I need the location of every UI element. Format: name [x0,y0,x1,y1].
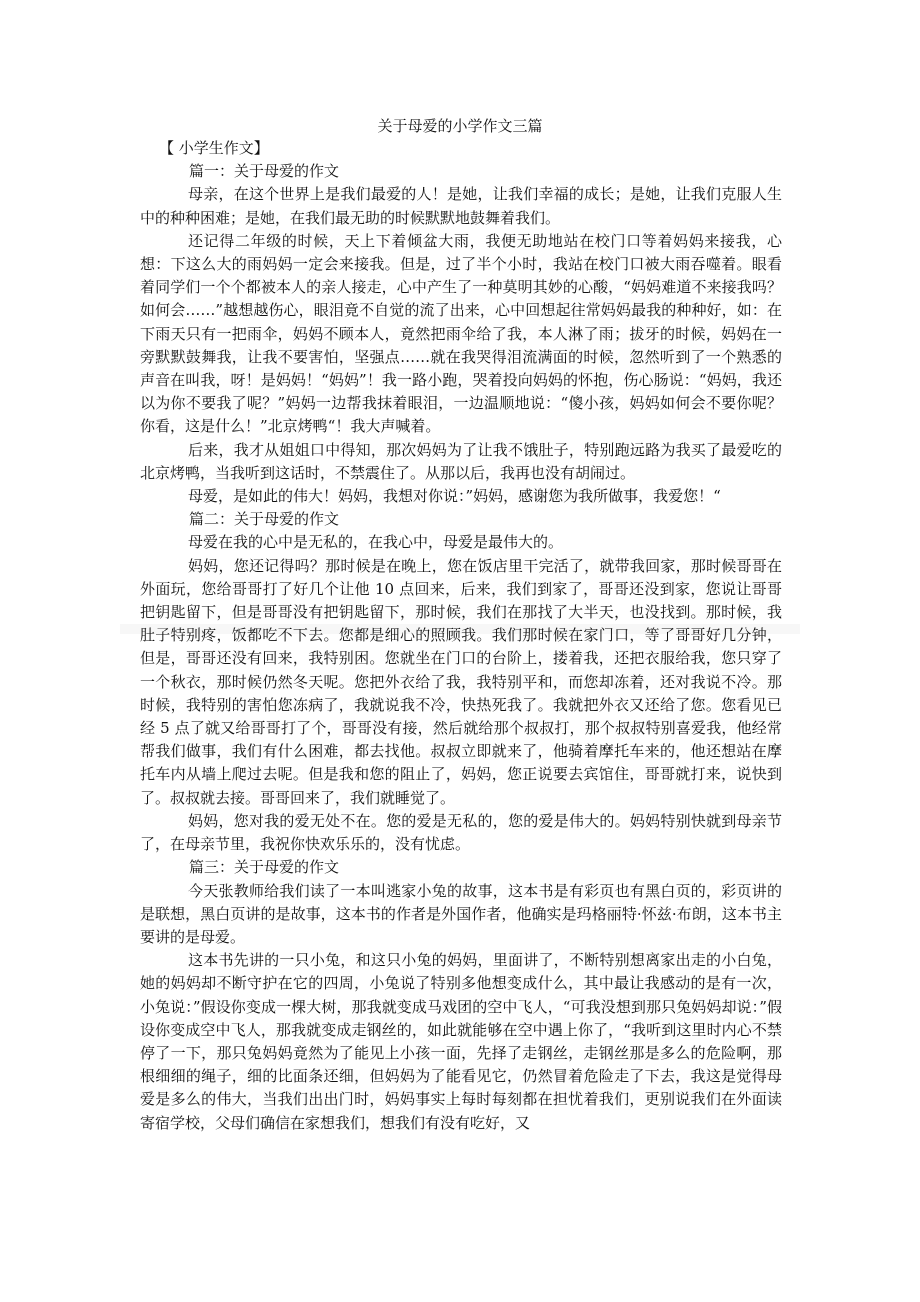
section-1-paragraph-3: 后来，我才从姐姐口中得知，那次妈妈为了让我不饿肚子，特别跑远路为我买了最爱吃的北京烤鸭，当我听到这话时，不禁震住了。从那以后，我再也没有胡闹过。 [140,440,782,482]
section-1-heading: 篇一：关于母爱的作文 [189,162,340,181]
document-body [140,137,782,1135]
section-1-paragraph-1: 母亲，在这个世界上是我们最爱的人！是她，让我们幸福的成长；是她，让我们克服人生中的种种困难；是她，在我们最无助的时候默默地鼓舞着我们。 [140,185,782,227]
document-title: 关于母爱的小学作文三篇 [377,117,543,135]
section-1-paragraph-4: 母爱，是如此的伟大！妈妈，我想对你说：”妈妈，感谢您为我所做事，我爱您！“ [188,487,721,506]
section-2-paragraph-1: 母爱在我的心中是无私的，在我心中，母爱是最伟大的。 [188,533,564,552]
section-2-heading: 篇二：关于母爱的作文 [189,510,340,529]
section-3-heading: 篇三：关于母爱的作文 [189,858,340,877]
section-3-paragraph-2: 这本书先讲的一只小兔，和这只小兔的妈妈，里面讲了，不断特别想离家出走的小白兔，她的妈妈却不断守护在它的四周，小兔说了特别多他想变成什么，其中最让我感动的是有一次，小兔说：”假设你变成一棵大树，那我就变成马戏团的空中飞人，“可我没想到那只兔妈妈却说：”假设你变成空中飞人，那我就变成走钢丝的，如此就能够在空中遇上你了，“我听到这里时内心不禁停了一下，那只兔妈妈竟然为了能见上小孩一面，先择了走钢丝，走钢丝那是多么的危险啊，那根细细的绳子，细的比面条还细，但妈妈为了能看见它，仍然冒着危险走了下去，我这是觉得母爱是多么的伟大，当我们出出门时，妈妈事实上每时每刻都在担忧着我们，更别说我们在外面读寄宿学校，父母们确信在家想我们，想我们有没有吃好，又 [140,951,782,1132]
section-2-paragraph-3: 妈妈，您对我的爱无处不在。您的爱是无私的，您的爱是伟大的。妈妈特别快就到母亲节了，在母亲节里，我祝你快欢乐乐的，没有忧虑。 [140,811,782,854]
section-1-paragraph-2: 还记得二年级的时候，天上下着倾盆大雨，我便无助地站在校门口等着妈妈来接我，心想：下这么大的雨妈妈一定会来接我。但是，过了半个小时，我站在校门口被大雨吞噬着。眼看着同学们一个个都被本人的亲人接走，心中产生了一种莫明其妙的心酸，“妈妈难道不来接我吗？如何会……”越想越伤心，眼泪竟不自觉的流了出来，心中回想起往常妈妈最我的种种好，如：在下雨天只有一把雨伞，妈妈不顾本人，竟然把雨伞给了我，本人淋了雨；拔牙的时候，妈妈在一旁默默鼓舞我，让我不要害怕，坚强点……就在我哭得泪流满面的时候，忽然听到了一个熟悉的声音在叫我，呀！是妈妈！“妈妈”！我一路小跑，哭着投向妈妈的怀抱，伤心肠说：“妈妈，我还以为你不要我了呢？”妈妈一边帮我抹着眼泪，一边温顺地说：“傻小孩，妈妈如何会不要你呢？你看，这是什么！”北京烤鸭“！我大声喊着。 [140,231,782,436]
section-3-paragraph-1: 今天张教师给我们读了一本叫逃家小兔的故事，这本书是有彩页也有黑白页的，彩页讲的是联想，黑白页讲的是故事，这本书的作者是外国作者，他确实是玛格丽特·怀兹·布朗，这本书主要讲的是母爱。 [140,881,782,946]
section-2-paragraph-2: 妈妈，您还记得吗？那时候是在晚上，您在饭店里干完活了，就带我回家，那时候哥哥在外面玩，您给哥哥打了好几个让他 10 点回来，后来，我们到家了，哥哥还没到家，您说让哥哥把钥匙留下，但是哥哥没有把钥匙留下，那时候，我们在那找了大半天，也没找到。那时候，我肚子特别疼，饭都吃不下去。您都是细心的照顾我。我们那时候在家门口，等了哥哥好几分钟，但是，哥哥还没有回来，我特别困。您就坐在门口的台阶上，搂着我，还把衣服给我，您只穿了一个秋衣，那时候仍然冬天呢。您把外衣给了我，我特别平和，而您却冻着，还对我说不冷。那时候，我特别的害怕您冻病了，我就说我不冷，快热死我了。我就把外衣又还给了您。您看见已经 5 点了就又给哥哥打了个，哥哥没有接，然后就给那个叔叔打，那个叔叔特别喜爱我，他经常帮我们做事，我们有什么困难，都去找他。叔叔立即就来了，他骑着摩托车来的，他还想站在摩托车内从墙上爬过去呢。但是我和您的阻止了，妈妈，您正说要去宾馆住，哥哥就打来，说快到了。叔叔就去接。哥哥回来了，我们就睡觉了。 [140,556,782,807]
category-label: 【 小学生作文】 [159,139,269,157]
